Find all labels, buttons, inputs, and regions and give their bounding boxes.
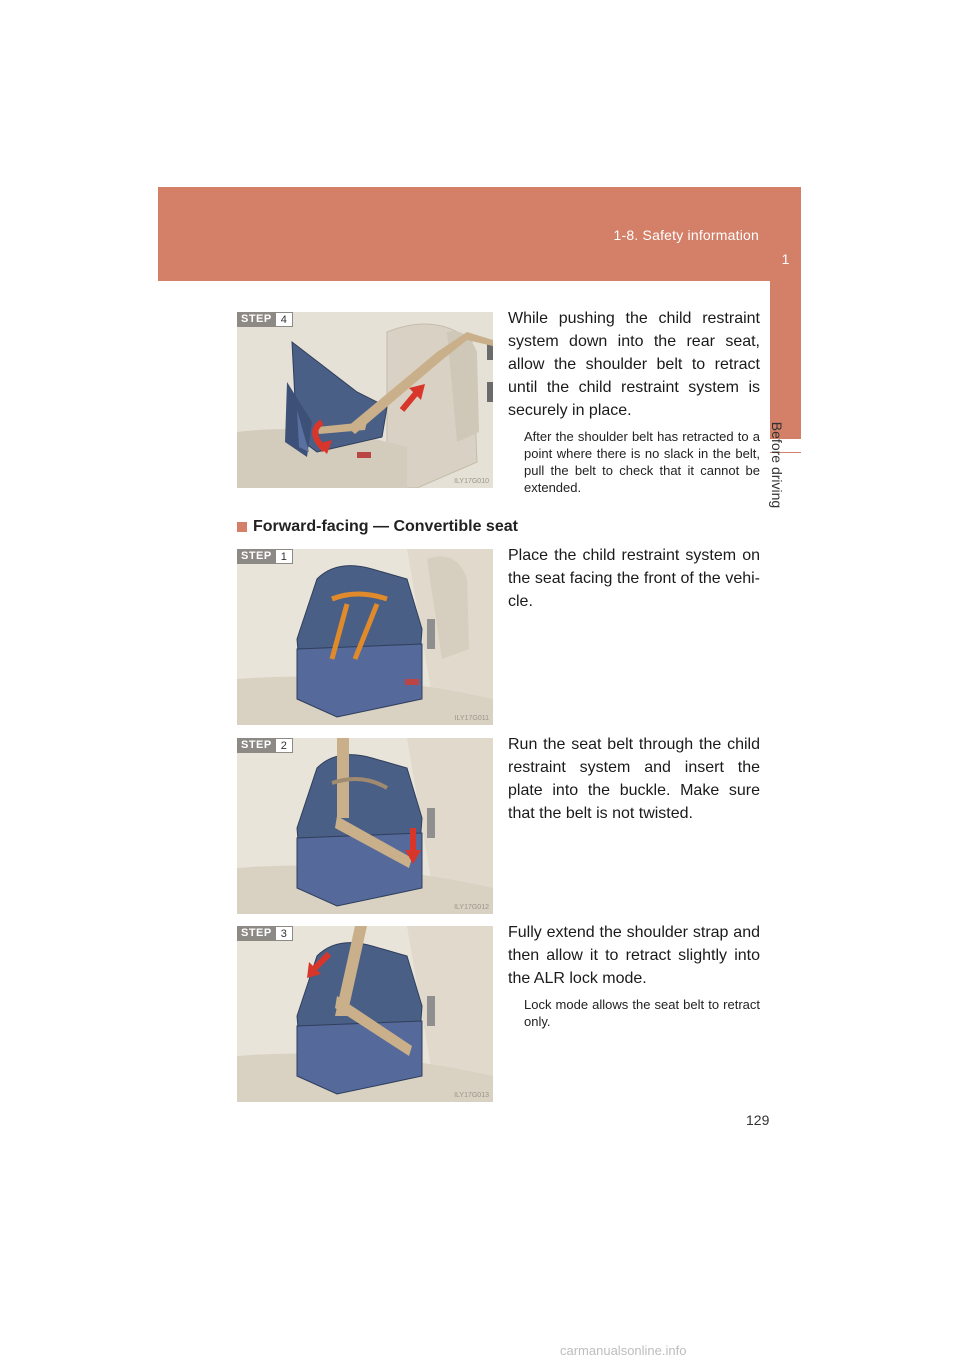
figure-step-2: [237, 738, 493, 914]
step-badge-label: STEP: [237, 549, 276, 564]
page-number: 129: [746, 1112, 770, 1128]
image-code: ILY17G013: [454, 1092, 489, 1099]
step-4-text: [508, 307, 760, 496]
watermark: carmanualsonline.info: [560, 1343, 687, 1358]
figure-step-3: [237, 926, 493, 1102]
illustration-place-seat: [237, 549, 493, 725]
step-1-instruction: Place the child restraint system on the seat facing the front of the vehi-cle.: [508, 547, 760, 610]
step-badge-4: [237, 312, 293, 327]
step-badge-1: [237, 549, 293, 564]
section-title: 1-8. Safety information: [613, 227, 759, 243]
step-2-text: [508, 733, 760, 825]
chapter-tab[interactable]: [770, 187, 801, 439]
step-badge-number: 1: [276, 549, 293, 564]
step-3-instruction: Fully extend the shoulder strap and then allow it to retract slightly into the ALR lock mode.: [508, 924, 760, 987]
step-1-text: [508, 544, 760, 613]
step-badge-number: 2: [276, 738, 293, 753]
section-header: [158, 187, 801, 281]
chapter-number: 1: [781, 251, 790, 267]
step-3-text: [508, 921, 760, 1030]
image-code: ILY17G010: [454, 478, 489, 485]
subheading-text: Forward-facing — Convertible seat: [253, 518, 518, 535]
step-4-instruction: While pushing the child restraint system down into the rear seat, allow the shoulder belt to retract until the child restraint system is securely in place.: [508, 310, 760, 419]
illustration-rear-seat-retract: [237, 312, 493, 488]
figure-step-1: [237, 549, 493, 725]
figure-step-4: [237, 312, 493, 488]
image-code: ILY17G012: [454, 904, 489, 911]
step-badge-number: 3: [276, 926, 293, 941]
step-badge-2: [237, 738, 293, 753]
step-4-note: After the shoulder belt has retracted to a point where there is no slack in the belt, pull the belt to check that it cannot be extended.: [524, 429, 760, 495]
step-badge-label: STEP: [237, 312, 276, 327]
chapter-label: Before driving: [769, 421, 785, 509]
step-badge-3: [237, 926, 293, 941]
step-badge-label: STEP: [237, 738, 276, 753]
illustration-run-belt: [237, 738, 493, 914]
step-badge-number: 4: [276, 312, 293, 327]
square-bullet-icon: [237, 522, 247, 532]
step-3-note: Lock mode allows the seat belt to retract only.: [524, 997, 760, 1029]
illustration-extend-strap: [237, 926, 493, 1102]
step-2-instruction: Run the seat belt through the child restraint system and insert the plate into the buckle. Make sure that the belt is not twisted.: [508, 736, 760, 822]
step-badge-label: STEP: [237, 926, 276, 941]
subheading: [237, 518, 518, 536]
image-code: ILY17G011: [454, 715, 489, 722]
